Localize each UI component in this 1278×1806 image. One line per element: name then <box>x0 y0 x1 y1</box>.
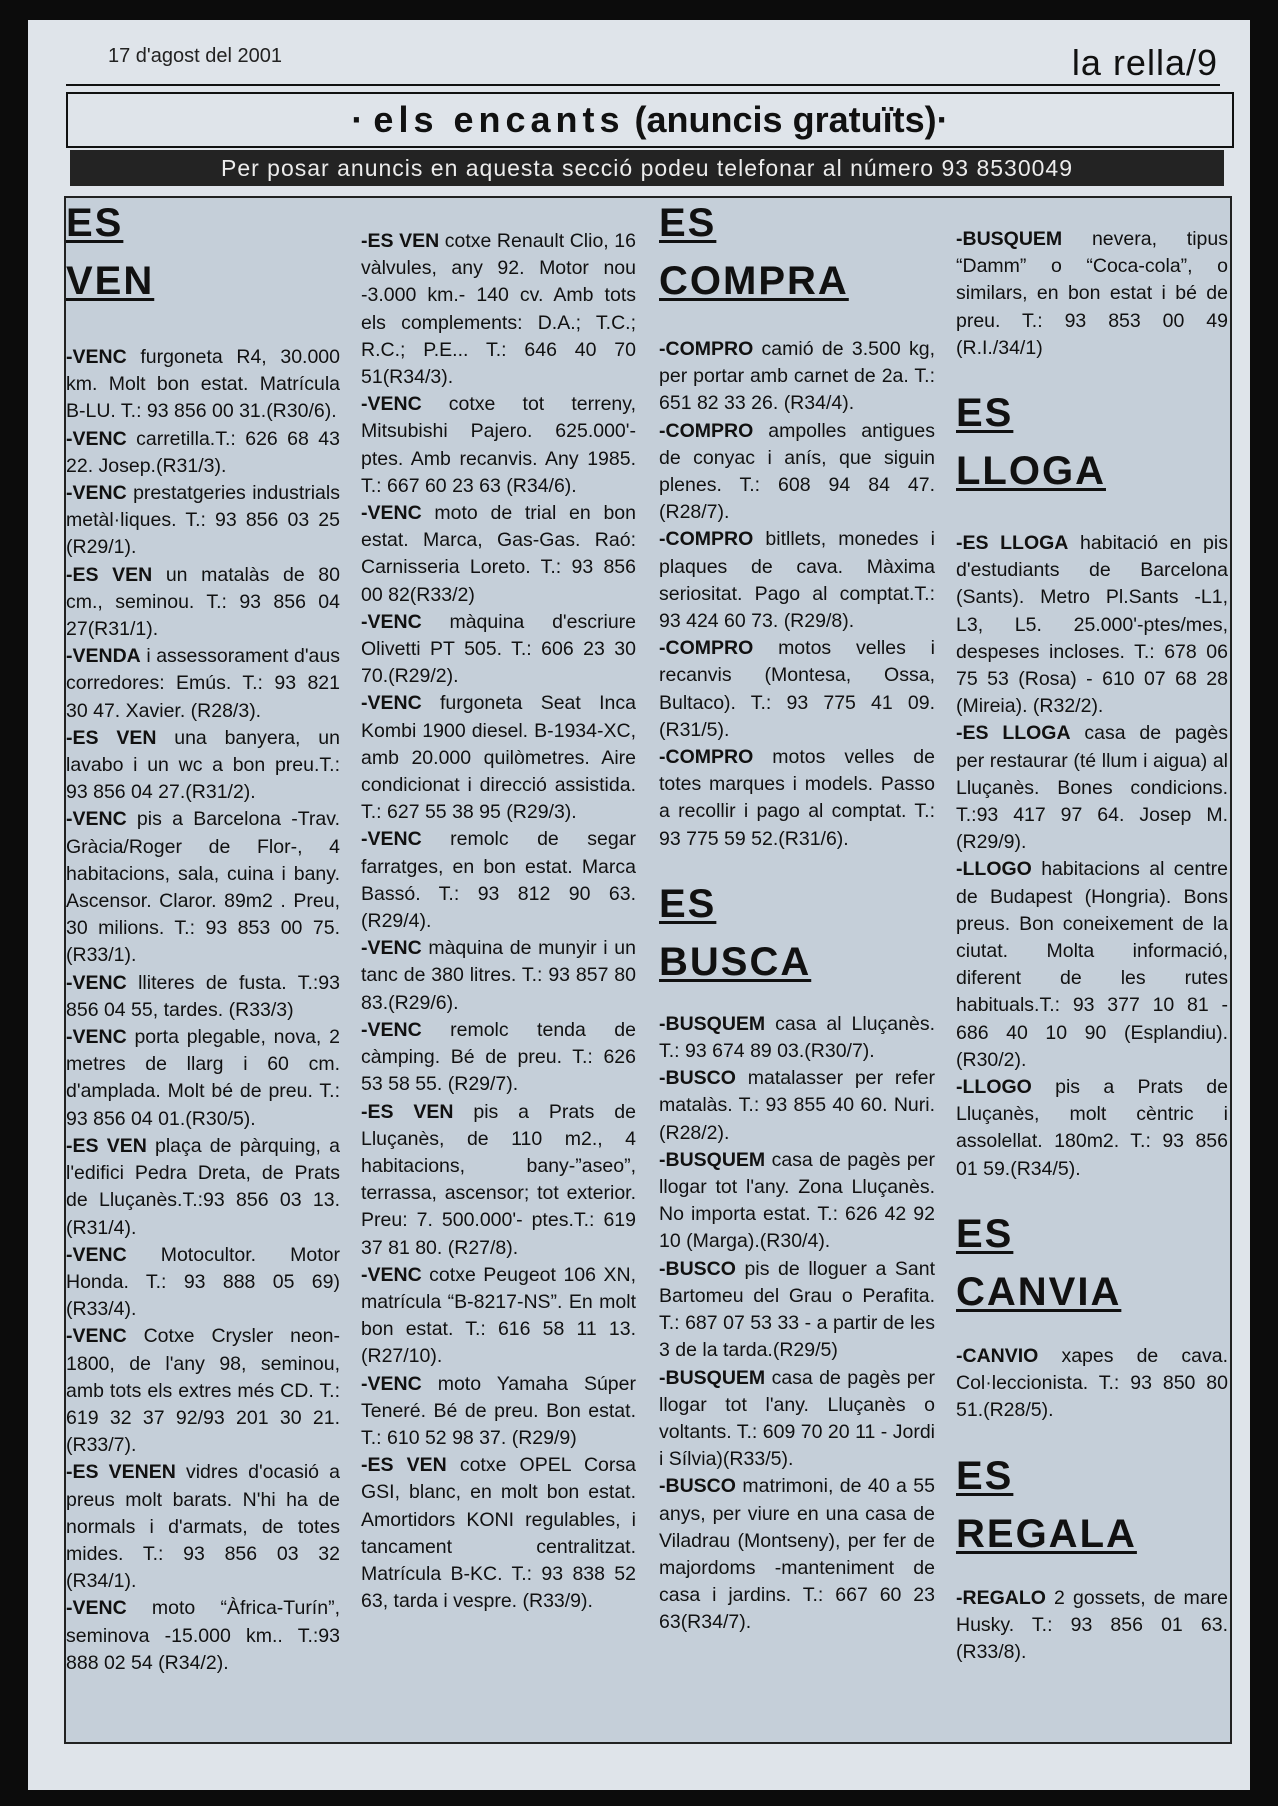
classified-ad <box>66 725 340 807</box>
ad-keyword: -BUSQUEM <box>659 1012 766 1035</box>
ad-text: matrimoni, de 40 a 55 anys, per viure en una casa de Viladrau (Montseny), per fer de majordoms -manteniment de casa i jardins. T.: 667 60 23 63(R34/7). <box>659 1475 935 1634</box>
ad-keyword: -COMPRO <box>659 746 754 769</box>
classified-ad <box>956 720 1228 856</box>
classified-ad <box>659 1473 935 1636</box>
ad-text: pis a Prats de Lluçanès, de 110 m2., 4 habitacions, bany-”aseo”, terrassa, ascensor; tot exterior. Preu: 7. 500.000'- ptes.T.: 619 37 81 80. (R27/8). <box>361 1100 636 1259</box>
ad-text: un matalàs de 80 cm., seminou. T.: 93 856 04 27(R31/1). <box>66 563 340 641</box>
ad-keyword: -BUSQUEM <box>956 228 1063 250</box>
ad-keyword: -VENC <box>66 427 127 450</box>
classifieds-frame <box>64 196 1232 1744</box>
ad-keyword: -BUSCO <box>659 1475 736 1498</box>
ad-keyword: -VENDA <box>66 645 141 668</box>
classified-ad <box>66 1459 340 1595</box>
heading-es-canvia: ES CANVIA <box>956 1211 1122 1314</box>
ad-keyword: -BUSCO <box>659 1257 736 1280</box>
classified-ad <box>66 970 340 1024</box>
ad-keyword: -VENC <box>361 1372 422 1395</box>
ad-text: Cotxe Crysler neon-1800, de l'any 98, seminou, amb tots els extres més CD. T.: 619 32 37 92/93 201 30 21. (R33/7). <box>66 1325 340 1457</box>
ad-keyword: -BUSQUEM <box>659 1366 766 1389</box>
ad-keyword: -ES LLOGA <box>956 532 1069 555</box>
ad-keyword: -VENC <box>361 1018 422 1041</box>
ad-text: cotxe Peugeot 106 XN, matrícula “B-8217-NS”. En molt bon estat. T.: 616 58 11 13. (R27/10). <box>361 1263 636 1368</box>
ad-text: casa de pagès per restaurar (té llum i aigua) al Lluçanès. Bones condicions. T.:93 417 97 64. Josep M.(R29/9). <box>956 722 1228 854</box>
ad-keyword: -VENC <box>361 610 422 633</box>
ad-keyword: -COMPRO <box>659 419 754 442</box>
ad-text: pis a Prats de Lluçanès, molt cèntric i assolellat. 180m2. T.: 93 856 01 59.(R34/5). <box>956 1076 1228 1180</box>
column-2 <box>361 198 636 1615</box>
ad-text: motos velles de totes marques i models. Passo a recollir i pago al comptat. T.: 93 775 59 52.(R31/6). <box>659 746 935 850</box>
classified-ad <box>66 1242 340 1324</box>
ad-keyword: -LLOGO <box>956 1076 1032 1099</box>
ad-text: xapes de cava. Col·leccionista. T.: 93 850 80 51.(R28/5). <box>956 1344 1228 1422</box>
classified-ad <box>956 226 1228 362</box>
phone-instructions: Per posar anuncis en aquesta secció podeu telefonar al número 93 8530049 <box>70 150 1224 186</box>
title-bullet-right: · <box>936 99 949 140</box>
classified-ad <box>361 1262 636 1371</box>
column-1 <box>66 198 340 1677</box>
ad-keyword: -VENC <box>361 828 422 851</box>
ads-es-ven-cont <box>361 228 636 1615</box>
classified-ad <box>956 1343 1228 1425</box>
classified-ad <box>66 562 340 644</box>
header-rule <box>66 84 1220 86</box>
ad-text: pis a Barcelona -Trav. Gràcia/Roger de Flor-, 4 habitacions, sala, cuina i bany. Ascensor. Claror. 89m2 . Preu, 30 milions. T.: 93 853 00 75. (R33/1). <box>66 808 340 967</box>
classified-ad <box>659 336 935 418</box>
classified-ad <box>66 426 340 480</box>
classified-ad <box>956 856 1228 1074</box>
ad-text: carretilla.T.: 626 68 43 22. Josep.(R31/3). <box>66 427 340 477</box>
ad-text: ampolles antigues de conyac i anís, que siguin plenes. T.: 608 94 84 47. (R28/7). <box>659 419 935 524</box>
classified-ad <box>361 391 636 500</box>
ad-keyword: -CANVIO <box>956 1344 1039 1367</box>
ad-text: una banyera, un lavabo i un wc a bon preu.T.: 93 856 04 27.(R31/2). <box>66 726 340 804</box>
ad-text: bitllets, monedes i plaques de cava. Màxima seriositat. Pago al comptat.T.: 93 424 60 73. (R29/8). <box>659 528 935 633</box>
classified-ad <box>361 609 636 691</box>
heading-es-busca: ES BUSCA <box>659 881 812 984</box>
classified-ad <box>956 1585 1228 1667</box>
title-bullet-left: · <box>351 99 374 140</box>
ad-text: furgoneta R4, 30.000 km. Molt bon estat. Matrícula B-LU. T.: 93 856 00 31.(R30/6). <box>66 346 340 423</box>
ad-text: pis de lloguer a Sant Bartomeu del Grau o Perafita. T.: 687 07 53 33 - a partir de les 3 de la tarda.(R29/5) <box>659 1257 935 1362</box>
ad-keyword: -ES LLOGA <box>956 722 1071 745</box>
ad-text: remolc de segar farratges, en bon estat. Marca Bassó. T.: 93 812 90 63.(R29/4). <box>361 828 636 933</box>
ads-es-lloga <box>956 530 1228 1183</box>
page-folio: la rella/9 <box>1071 42 1218 83</box>
ad-keyword: -VENC <box>66 808 127 831</box>
classified-ad <box>361 935 636 1017</box>
ad-text: habitacions al centre de Budapest (Hongria). Bons preus. Bon coneixement de la ciutat. Molta informació, diferent de les rutes habituals.T.: 93 377 10 81 - 686 40 10 90 (Esplandiu).(R30/2). <box>956 858 1228 1071</box>
ad-keyword: -VENC <box>361 502 422 525</box>
classified-ad <box>66 1133 340 1242</box>
heading-es-ven: ES VEN <box>66 201 155 303</box>
ad-keyword: -VENC <box>361 1263 422 1286</box>
classified-ad <box>66 806 340 969</box>
classified-ad <box>659 635 935 744</box>
ad-text: plaça de pàrquing, a l'edifici Pedra Dreta, de Prats de Lluçanès.T.:93 856 03 13.(R31/4). <box>66 1134 340 1239</box>
heading-es-compra: ES COMPRA <box>659 201 849 303</box>
classified-ad <box>66 1024 340 1133</box>
ad-keyword: -VENC <box>66 482 127 505</box>
ads-es-regala <box>956 1585 1228 1667</box>
column-4 <box>956 198 1228 1666</box>
ad-keyword: -VENC <box>66 971 127 994</box>
classified-ad <box>66 480 340 562</box>
ad-keyword: -VENC <box>361 937 422 960</box>
classified-ad <box>659 1256 935 1365</box>
ad-keyword: -BUSQUEM <box>659 1148 766 1171</box>
ad-keyword: -REGALO <box>956 1586 1046 1609</box>
ad-text: nevera, tipus “Damm” o “Coca-cola”, o similars, en bon estat i bé de preu. T.: 93 853 00 49 (R.I./34/1) <box>956 228 1228 359</box>
issue-date: 17 d'agost del 2001 <box>108 45 282 67</box>
ad-text: 2 gossets, de mare Husky. T.: 93 856 01 63.(R33/8). <box>956 1586 1228 1663</box>
classified-ad <box>361 690 636 826</box>
ad-text: vidres d'ocasió a preus molt barats. N'hi ha de normals i d'armats, de totes mides. T.: 93 856 03 32 (R34/1). <box>66 1461 340 1593</box>
heading-es-lloga: ES LLOGA <box>956 391 1106 494</box>
classified-ad <box>659 1147 935 1256</box>
ad-keyword: -ES VEN <box>66 726 157 749</box>
ads-es-ven <box>66 344 340 1677</box>
ad-keyword: -ES VEN <box>361 230 440 252</box>
ad-text: casa de pagès per llogar tot l'any. Zona Lluçanès. No importa estat. T.: 626 42 92 10 (Marga).(R30/4). <box>659 1148 935 1253</box>
ad-keyword: -ES VEN <box>361 1100 454 1123</box>
ad-keyword: -COMPRO <box>659 528 754 551</box>
ads-es-compra <box>659 336 935 853</box>
ad-keyword: -ES VEN <box>66 1134 147 1157</box>
classified-ad <box>66 1323 340 1459</box>
ad-keyword: -VENC <box>66 1026 127 1049</box>
ad-text: moto de trial en bon estat. Marca, Gas-Gas. Raó: Carnisseria Loreto. T.: 93 856 00 82(R33/2) <box>361 502 636 606</box>
classified-ad <box>659 1365 935 1474</box>
ad-text: màquina d'escriure Olivetti PT 505. T.: 606 23 30 70.(R29/2). <box>361 610 636 688</box>
ad-keyword: -VENC <box>66 1243 127 1266</box>
ad-text: cotxe OPEL Corsa GSI, blanc, en molt bon estat. Amortidors KONI regulables, i tancament centralitzat. Matrícula B-KC. T.: 93 838 52 63, tarda i vespre. (R33/9). <box>361 1454 636 1613</box>
section-title <box>66 92 1234 148</box>
ad-keyword: -VENC <box>361 692 422 715</box>
ad-keyword: -VENC <box>66 1325 127 1348</box>
classified-ad <box>66 1595 340 1677</box>
heading-es-regala: ES REGALA <box>956 1453 1137 1556</box>
classified-ad <box>956 1074 1228 1183</box>
ad-text: casa al Lluçanès. T.: 93 674 89 03.(R30/7). <box>659 1012 935 1063</box>
classified-ad <box>659 744 935 853</box>
classified-ad <box>361 1099 636 1262</box>
column-3 <box>659 198 935 1637</box>
ad-text: cotxe tot terreny, Mitsubishi Pajero. 625.000'-ptes. Amb recanvis. Any 1985. T.: 667 60 23 63 (R34/6). <box>361 393 636 497</box>
ad-keyword: -VENC <box>66 346 127 368</box>
ad-text: Motocultor. Motor Honda. T.: 93 888 05 69)(R33/4). <box>66 1243 340 1321</box>
section-title-main: els encants <box>373 99 625 140</box>
ad-keyword: -BUSCO <box>659 1067 736 1090</box>
ad-text: remolc tenda de càmping. Bé de preu. T.: 626 53 58 55. (R29/7). <box>361 1018 636 1096</box>
ad-keyword: -ES VEN <box>66 563 153 586</box>
ad-keyword: -VENC <box>66 1597 127 1620</box>
classified-ad <box>66 643 340 725</box>
ad-keyword: -COMPRO <box>659 637 754 660</box>
ad-text: motos velles i recanvis (Montesa, Ossa, Bultaco). T.: 93 775 41 09.(R31/5). <box>659 637 935 741</box>
classified-ad <box>659 526 935 635</box>
ad-text: habitació en pis d'estudiants de Barcelona (Sants). Metro Pl.Sants -L1, L3, L5. 25.000'-ptes/mes, despeses incloses. T.: 678 06 75 53 (Rosa) - 610 07 68 28 (Mireia). (R32/2). <box>956 532 1228 718</box>
ad-keyword: -LLOGO <box>956 858 1032 881</box>
ad-text: porta plegable, nova, 2 metres de llarg i 60 cm. d'amplada. Molt bé de preu. T.: 93 856 04 01.(R30/5). <box>66 1026 340 1130</box>
classified-ad <box>361 1017 636 1099</box>
ad-text: casa de pagès per llogar tot l'any. Lluçanès o voltants. T.: 609 70 20 11 - Jordi i Sílvia)(R33/5). <box>659 1366 935 1471</box>
ad-text: moto “Àfrica-Turín”, seminova -15.000 km.. T.:93 888 02 54 (R34/2). <box>66 1597 340 1674</box>
classified-ad <box>956 530 1228 720</box>
classified-ad <box>659 418 935 527</box>
ad-keyword: -ES VENEN <box>66 1461 176 1484</box>
ad-text: prestatgeries industrials metàl·liques. T.: 93 856 03 25 (R29/1). <box>66 482 340 559</box>
ad-text: matalasser per refer matalàs. T.: 93 855 40 60. Nuri. (R28/2). <box>659 1067 935 1144</box>
ads-es-canvia <box>956 1343 1228 1425</box>
ad-keyword: -VENC <box>361 393 422 416</box>
classified-ad <box>361 1452 636 1615</box>
ad-keyword: -ES VEN <box>361 1454 447 1477</box>
ad-text: moto Yamaha Súper Teneré. Bé de preu. Bon estat. T.: 610 52 98 37. (R29/9) <box>361 1372 636 1449</box>
ad-text: màquina de munyir i un tanc de 380 litres. T.: 93 857 80 83.(R29/6). <box>361 937 636 1014</box>
classified-ad <box>361 1371 636 1453</box>
classified-ad <box>66 344 340 426</box>
classified-ad <box>361 228 636 391</box>
ad-keyword: -COMPRO <box>659 338 754 360</box>
classified-ad <box>361 500 636 609</box>
ads-es-busca <box>659 1011 935 1637</box>
ad-text: furgoneta Seat Inca Kombi 1900 diesel. B-1934-XC, amb 20.000 quilòmetres. Aire condicionat i direcció assistida. T.: 627 55 38 95 (R29/3). <box>361 692 636 824</box>
classified-ad <box>659 1065 935 1147</box>
ad-text: lliteres de fusta. T.:93 856 04 55, tardes. (R33/3) <box>66 971 340 1021</box>
ad-text: i assessorament d'aus corredores: Emús. T.: 93 821 30 47. Xavier. (R28/3). <box>66 645 340 722</box>
ads-es-busca-cont <box>956 226 1228 362</box>
ad-text: cotxe Renault Clio, 16 vàlvules, any 92. Motor nou -3.000 km.- 140 cv. Amb tots els complements: D.A.; T.C.; R.C.; P.E... T.: 646 40 70 51(R34/3). <box>361 230 636 389</box>
classified-ad <box>659 1011 935 1065</box>
section-title-sub: (anuncis gratuïts) <box>634 99 937 140</box>
ad-text: camió de 3.500 kg, per portar amb carnet de 2a. T.: 651 82 33 26. (R34/4). <box>659 338 935 415</box>
classified-ad <box>361 826 636 935</box>
